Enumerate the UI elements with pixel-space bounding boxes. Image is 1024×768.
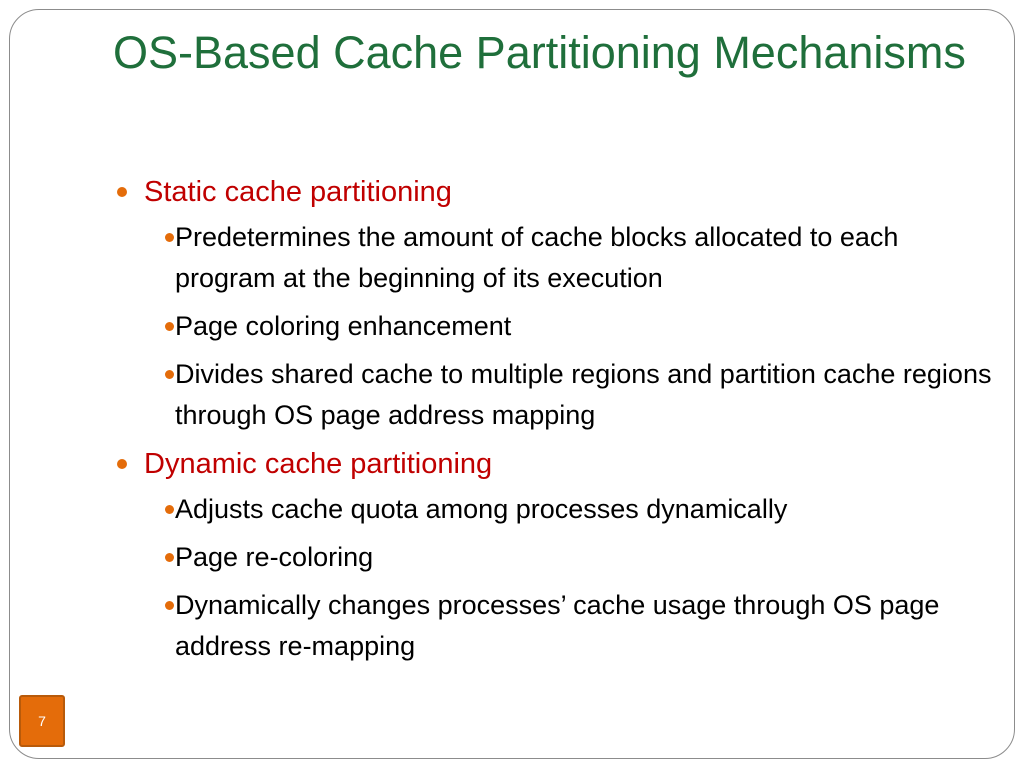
bullet-icon bbox=[165, 233, 174, 242]
list-item bbox=[144, 489, 997, 530]
list-item bbox=[144, 354, 997, 436]
bullet-icon bbox=[117, 187, 127, 197]
list-item bbox=[144, 306, 997, 347]
list-item-text: Adjusts cache quota among processes dynamically bbox=[175, 494, 788, 524]
sub-bullet-list bbox=[144, 489, 997, 667]
section-dynamic bbox=[117, 443, 997, 667]
list-item-text: Dynamically changes processes’ cache usage through OS page address re-mapping bbox=[175, 590, 940, 661]
bullet-icon bbox=[165, 322, 174, 331]
bullet-icon bbox=[165, 370, 174, 379]
list-item bbox=[144, 217, 997, 299]
bullet-icon bbox=[165, 601, 174, 610]
list-item-text: Page re-coloring bbox=[175, 542, 374, 572]
slide-content bbox=[117, 171, 997, 674]
sub-bullet-list bbox=[144, 217, 997, 436]
bullet-icon bbox=[117, 459, 127, 469]
page-number-badge bbox=[19, 695, 65, 747]
page-number: 7 bbox=[38, 713, 46, 729]
bullet-list bbox=[117, 171, 997, 667]
list-item bbox=[144, 585, 997, 667]
bullet-icon bbox=[165, 553, 174, 562]
list-item-text: Page coloring enhancement bbox=[175, 311, 512, 341]
list-item bbox=[144, 537, 997, 578]
section-heading: Dynamic cache partitioning bbox=[144, 448, 493, 480]
section-heading: Static cache partitioning bbox=[144, 176, 452, 208]
list-item-text: Divides shared cache to multiple regions and partition cache regions through OS page address mapping bbox=[175, 359, 992, 430]
bullet-icon bbox=[165, 505, 174, 514]
list-item-text: Predetermines the amount of cache blocks allocated to each program at the beginning of its execution bbox=[175, 222, 899, 293]
section-static bbox=[117, 171, 997, 436]
slide-title: OS-Based Cache Partitioning Mechanisms bbox=[113, 27, 966, 78]
